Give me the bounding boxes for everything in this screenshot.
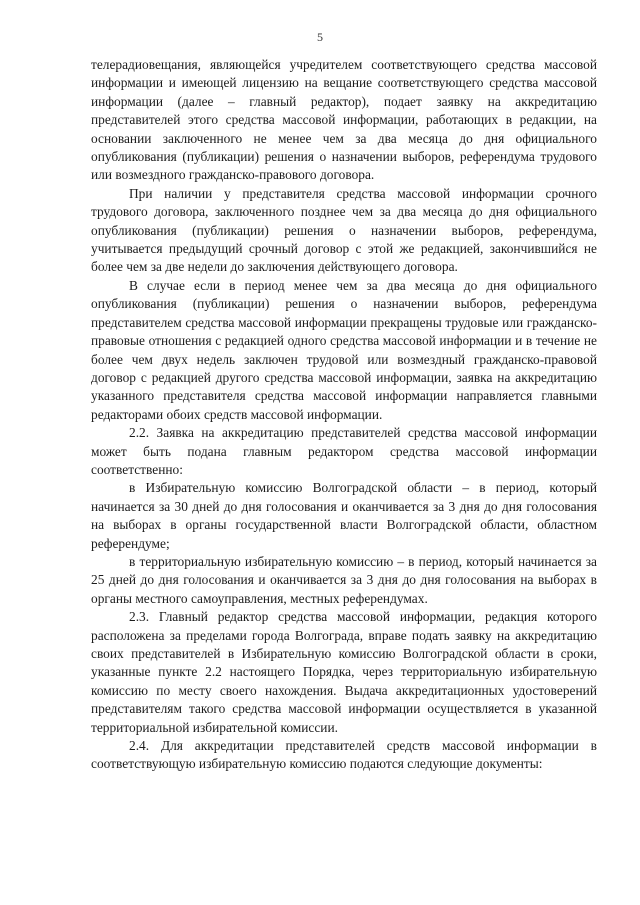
paragraph-2-3: 2.3. Главный редактор средства массовой информации, редакция которого расположена за пределами города Волгограда, вправе подать заявку на аккредитацию своих представителей в Избирательную комиссию Волгоградской области в сроки, указанные пункте 2.2 настоящего Порядка, через территориальную избирательную комиссию по месту своего нахождения. Выдача аккредитационных удостоверений представителям такого средства массовой информации осуществляется в указанной территориальной избирательной комиссии. (91, 609, 597, 735)
page-number: 5 (317, 30, 323, 44)
paragraph-2-2-territorial: в территориальную избирательную комиссию – в период, который начинается за 25 дней до дня голосования и оканчивается за 3 дня до дня голосования на выборах в органы местного самоуправления, местных референдумах. (91, 553, 597, 606)
paragraph-continuation: телерадиовещания, являющейся учредителем соответствующего средства массовой информации и имеющей лицензию на вещание соответствующего средства массовой информации (далее – главный редактор), подает заявку на аккредитацию представителей этого средства массовой информации, работающих в редакции, на основании заключенного не менее чем за два месяца до дня официального опубликования (публикации) решения о назначении выборов, референдума трудового или возмездного гражданско-правового договора. (91, 57, 597, 183)
paragraph-2-2: 2.2. Заявка на аккредитацию представителей средства массовой информации может быть подана главным редактором средства массовой информации соответственно: (91, 425, 597, 477)
paragraph-fixed-term-contract: При наличии у представителя средства массовой информации срочного трудового договора, заключенного позднее чем за два месяца до дня официального опубликования (публикации) решения о назначении выборов, референдума, учитывается предыдущий срочный договор с этой же редакцией, закончившийся не более чем за две недели до заключения действующего договора. (91, 185, 597, 275)
paragraph-2-4: 2.4. Для аккредитации представителей средств массовой информации в соответствующую избирательную комиссию подаются следующие документы: (91, 738, 597, 772)
paragraph-change-of-editorial: В случае если в период менее чем за два месяца до дня официального опубликования (публикации) решения о назначении выборов, референдума представителем средства массовой информации прекращены трудовые или гражданско-правовые отношения с редакцией одного средства массовой информации и в течение не более чем двух недель заключен трудовой или возмездный гражданско-правовой договор с редакцией другого средства массовой информации, заявка на аккредитацию указанного представителя средства массовой информации направляется главными редакторами обоих средств массовой информации. (91, 277, 597, 422)
document-body (91, 56, 597, 774)
paragraph-2-2-regional: в Избирательную комиссию Волгоградской области – в период, который начинается за 30 дней до дня голосования и оканчивается за 3 дня до дня голосования на выборах в органы государственной власти Волгоградской области, областном референдуме; (91, 480, 597, 551)
